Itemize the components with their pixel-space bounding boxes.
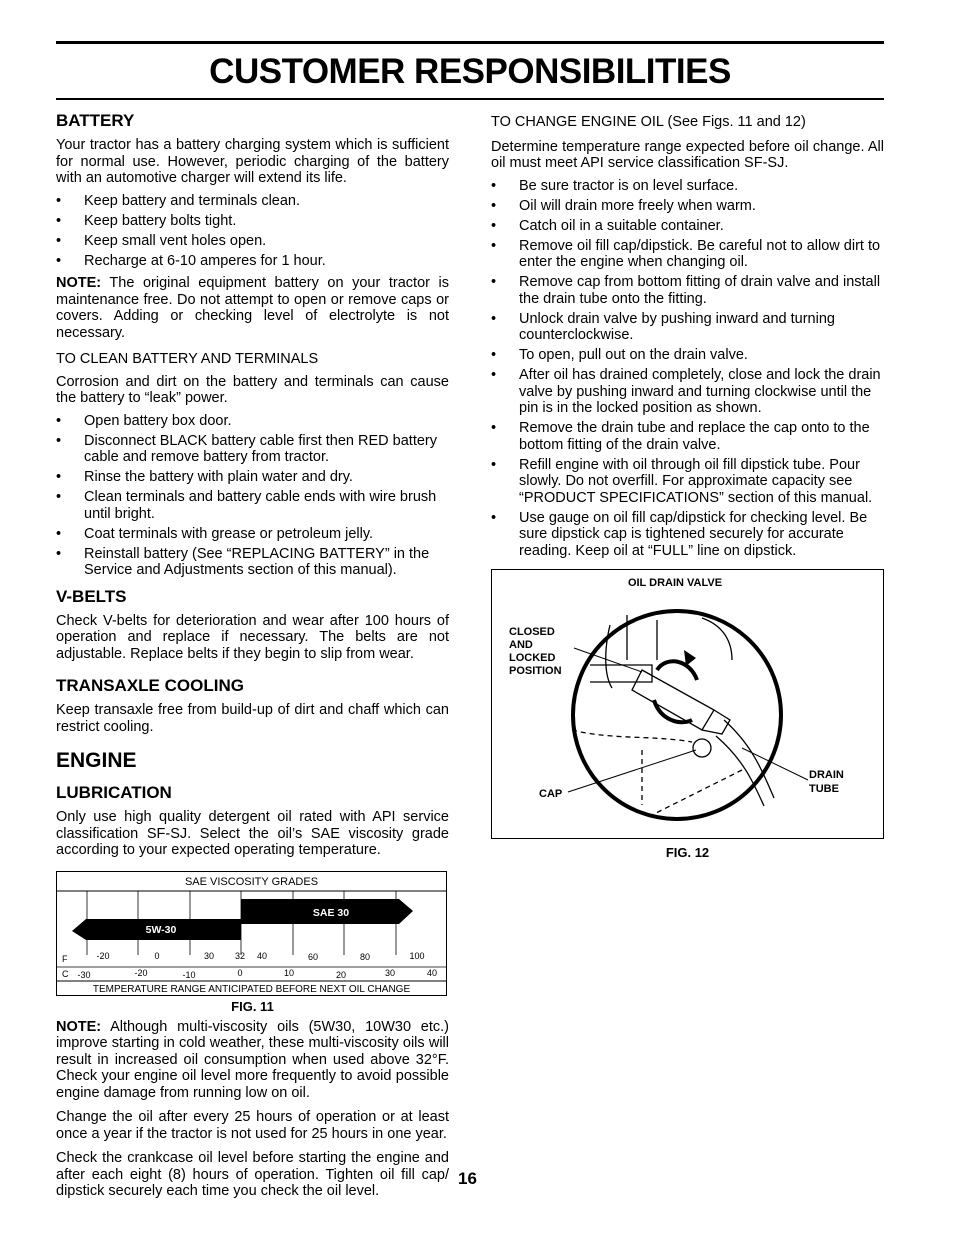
list-item: • After oil has drained completely, close and lock the drain valve by pushing inward and turning clockwise until the pin is in the locked position as shown. — [491, 367, 884, 417]
list-item: • Reinstall battery (See “REPLACING BATTERY” in the Service and Adjustments section of this manual). — [56, 546, 449, 579]
fig11-caption: FIG. 11 — [231, 998, 274, 1014]
engine-heading: ENGINE — [56, 749, 137, 772]
list-item: • Disconnect BLACK battery cable first then RED battery cable and remove battery from tractor. — [56, 433, 449, 466]
note-text: Although multi-viscosity oils (5W30, 10W30 etc.) improve starting in cold weather, these multi-viscosity oils will result in increased oil consumption when used above 32°F. Check your engine oil level more frequently to avoid possible engine damage from running low on oil. — [56, 1018, 449, 1101]
oil-change-bullets — [491, 178, 884, 560]
list-item: • Oil will drain more freely when warm. — [491, 198, 884, 215]
f-tick: 0 — [154, 950, 160, 961]
lubrication-heading: LUBRICATION — [56, 783, 172, 802]
label-closed: CLOSED — [509, 626, 555, 638]
label-and: AND — [509, 639, 533, 651]
right-column — [491, 114, 884, 860]
f-tick: 30 — [203, 950, 215, 961]
label-tube: TUBE — [809, 783, 839, 795]
fig12-caption: FIG. 12 — [665, 845, 710, 860]
list-item: • Keep battery bolts tight. — [56, 213, 449, 230]
clean-bullets — [56, 413, 449, 579]
f-tick: 100 — [409, 950, 425, 961]
label-position: POSITION — [509, 665, 562, 677]
list-item: • Keep small vent holes open. — [56, 233, 449, 250]
title-underline — [56, 98, 884, 100]
engine-note — [56, 1019, 449, 1102]
f-tick: 40 — [256, 950, 268, 961]
note-label: NOTE: — [56, 1018, 102, 1035]
lubrication-text: Only use high quality detergent oil rated with API service classification SF-SJ. Select the oil’s SAE viscosity grade according to your expected operating temperature. — [56, 809, 449, 858]
list-item: • Coat terminals with grease or petroleum jelly. — [56, 526, 449, 543]
label-cap: CAP — [539, 788, 563, 800]
transaxle-heading: TRANSAXLE COOLING — [56, 676, 244, 695]
transaxle-text: Keep transaxle free from build-up of dirt and chaff which can restrict cooling. — [56, 702, 449, 735]
oil-change-interval: Change the oil after every 25 hours of operation or at least once a year if the tractor is not used for 25 hours in one year. — [56, 1109, 449, 1142]
viscosity-chart-graphic — [56, 871, 448, 997]
list-item: • Refill engine with oil through oil fill dipstick tube. Pour slowly. Do not overfill. For approximate capacity see “PRODUCT SPECIFICATIONS” section of this manual. — [491, 457, 884, 507]
clean-heading: TO CLEAN BATTERY AND TERMINALS — [56, 351, 319, 367]
c-tick: 40 — [426, 967, 438, 978]
note-text: The original equipment battery on your tractor is maintenance free. Do not attempt to open or remove caps or covers. Adding or checking level of electrolyte is not necessary. — [56, 275, 449, 341]
vbelts-heading: V-BELTS — [56, 586, 127, 606]
oil-change-heading: TO CHANGE ENGINE OIL (See Figs. 11 and 12) — [491, 114, 806, 130]
oil-change-intro: Determine temperature range expected before oil change. All oil must meet API service classification SF-SJ. — [491, 138, 884, 171]
fig12-title: OIL DRAIN VALVE — [627, 577, 723, 589]
label-drain: DRAIN — [809, 769, 844, 781]
oil-drain-valve-illustration — [492, 570, 883, 838]
transaxle-section — [56, 676, 449, 735]
c-tick: -10 — [182, 969, 196, 980]
c-label: C — [62, 968, 69, 979]
battery-heading: BATTERY — [56, 111, 135, 130]
sae30-label: SAE 30 — [312, 906, 350, 919]
page-number: 16 — [458, 1169, 477, 1188]
chart-footer: TEMPERATURE RANGE ANTICIPATED BEFORE NEXT OIL CHANGE — [92, 983, 411, 995]
list-item: • Use gauge on oil fill cap/dipstick for checking level. Be sure dipstick cap is tightened securely for accurate reading. Keep oil at “FULL” line on dipstick. — [491, 510, 884, 560]
vbelts-text: Check V-belts for deterioration and wear after 100 hours of operation and replace if necessary. The belts are not adjustable. Replace belts if they begin to slip from wear. — [56, 612, 449, 662]
list-item: • Keep battery and terminals clean. — [56, 193, 449, 210]
battery-intro: Your tractor has a battery charging system which is sufficient for normal use. However, periodic charging of the battery with an automotive charger will extend its life. — [56, 137, 449, 186]
list-item: • Remove the drain tube and replace the cap onto to the bottom fitting of the drain valve. — [491, 420, 884, 453]
c-tick: -20 — [134, 967, 148, 978]
battery-bullets — [56, 193, 449, 270]
c-tick: 0 — [237, 967, 243, 978]
list-item: • Open battery box door. — [56, 413, 449, 430]
oil-drain-valve-figure — [491, 569, 884, 839]
f-tick: 80 — [359, 951, 371, 962]
c-tick: 30 — [384, 967, 396, 978]
battery-section — [56, 111, 449, 579]
list-item: • Remove oil fill cap/dipstick. Be careful not to allow dirt to enter the engine when changing oil. — [491, 238, 884, 271]
list-item: • To open, pull out on the drain valve. — [491, 347, 884, 364]
clean-intro: Corrosion and dirt on the battery and terminals can cause the battery to “leak” power. — [56, 373, 449, 406]
f-label: F — [62, 953, 68, 964]
top-rule — [56, 41, 884, 44]
list-item: • Catch oil in a suitable container. — [491, 218, 884, 235]
label-locked: LOCKED — [509, 652, 556, 664]
c-tick: 20 — [335, 969, 347, 980]
oil-check-interval: Check the crankcase oil level before starting the engine and after each eight (8) hours of operation. Tighten oil fill cap/ dipstick securely each time you check the oil level. — [56, 1150, 449, 1199]
note-label: NOTE: — [56, 275, 102, 291]
left-column — [56, 111, 449, 1206]
list-item: • Rinse the battery with plain water and dry. — [56, 469, 449, 486]
battery-note — [56, 275, 449, 341]
f-tick: -20 — [96, 950, 110, 961]
engine-section — [56, 749, 449, 1200]
chart-title: SAE VISCOSITY GRADES — [184, 875, 319, 888]
vbelts-section — [56, 587, 449, 663]
list-item: • Clean terminals and battery cable ends with wire brush until bright. — [56, 489, 449, 522]
f-tick: 32 — [234, 950, 246, 961]
c-tick: 10 — [283, 967, 295, 978]
f-tick: 60 — [307, 951, 319, 962]
list-item: • Recharge at 6-10 amperes for 1 hour. — [56, 253, 449, 270]
viscosity-chart — [56, 871, 446, 995]
page-title: CUSTOMER RESPONSIBILITIES — [209, 52, 731, 91]
list-item: • Remove cap from bottom fitting of drain valve and install the drain tube onto the fitting. — [491, 274, 884, 307]
list-item: • Be sure tractor is on level surface. — [491, 178, 884, 195]
5w30-label: 5W-30 — [145, 923, 177, 936]
list-item: • Unlock drain valve by pushing inward and turning counterclockwise. — [491, 311, 884, 344]
c-tick: -30 — [77, 969, 91, 980]
